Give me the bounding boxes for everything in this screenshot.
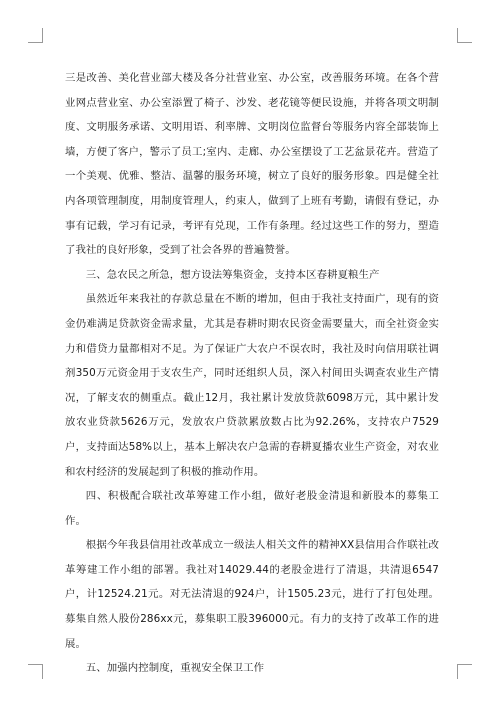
paragraph-service-environment: 三是改善、美化营业部大楼及各分社营业室、办公室，改善服务环境。在各个营业网点营业室、办公室添置了椅子、沙发、老花镜等便民设施，并将各项文明制度、文明服务承诺、文明用语、利率牌、文明岗位监督台等服务内容全部装饰上墙，方便了客户，警示了员工;室内、走廊、办公室摆设了工艺盆景花卉。营造了一个美观、优雅、整洁、温馨的服务环境，树立了良好的服务形象。四是健全社内各项管理制度，用制度管理人，约束人，做到了上班有考勤，请假有登记，办事有记载，学习有记录，考评有兑现，工作有条理。经过这些工作的努力，塑造了我社的良好形象，受到了社会各界的普遍赞誉。 <box>65 72 439 257</box>
section-heading-5: 五、加强内控制度，重视安全保卫工作 <box>85 662 265 675</box>
crop-mark-top-left <box>28 28 43 43</box>
crop-mark-top-right <box>457 28 472 43</box>
crop-mark-bottom-left <box>28 664 43 679</box>
crop-mark-bottom-right <box>457 664 472 679</box>
section-heading-3: 三、急农民之所急，想方设法筹集资金，支持本区春耕夏粮生产 <box>85 268 380 281</box>
paragraph-share-capital: 根据今年我县信用社改革成立一级法人相关文件的精神XX县信用合作联社改革筹建工作小组的部署。我社对14029.44的老股金进行了清退，共清退6547户，计12524.21元。对无法清退的924户，计1505.23元，进行了打包处理。募集自然人股份286xx元，募集职工股396000元。有力的支持了改革工作的进展。 <box>65 539 439 650</box>
document-body <box>65 66 439 681</box>
paragraph-funding: 虽然近年来我社的存款总量在不断的增加，但由于我社支持面广，现有的资金仍难满足贷款资金需求量，尤其是春耕时期农民资金需要量大，而全社资金实力和借贷力量都相对不足。为了保证广大农户不误农时，我社及时向信用联社调剂350万元资金用于支农生产，同时还组织人员，深入村间田头调查农业生产情况，了解支农的侧重点。截止12月，我社累计发放贷款6098万元，其中累计发放农业贷款5626万元，发放农户贷款累放数占比为92.26%，支持农户7529户，支持面达58%以上，基本上解决农户急需的春耕夏播农业生产资金，对农业和农村经济的发展起到了积极的推动作用。 <box>65 293 439 478</box>
section-heading-4: 四、积极配合联社改革筹建工作小组，做好老股金清退和新股本的募集工作。 <box>65 490 439 527</box>
